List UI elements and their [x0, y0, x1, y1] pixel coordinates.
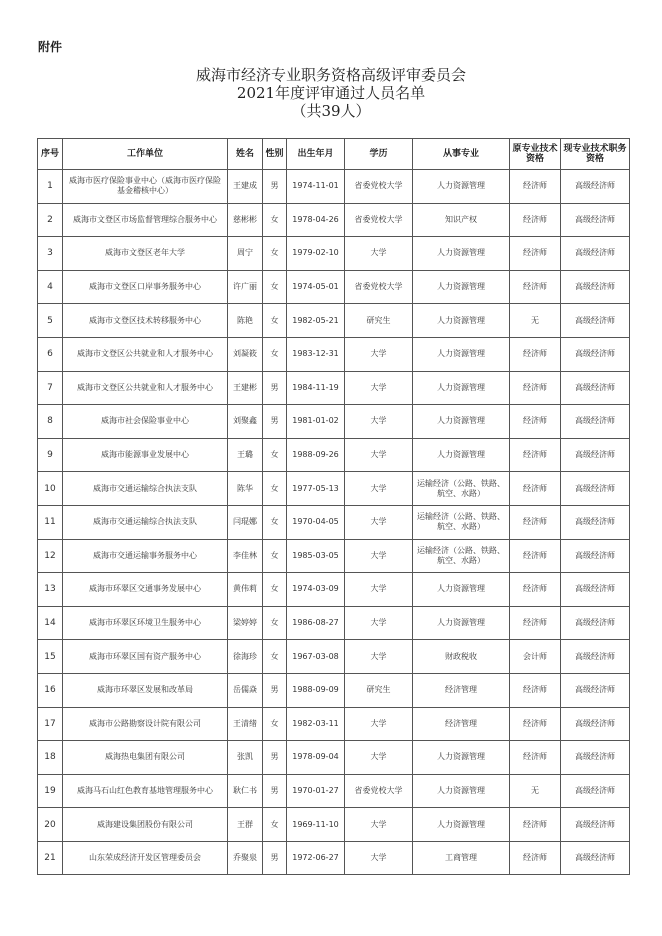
cell-current-qualification: 高级经济师 [561, 371, 630, 405]
cell-gender: 男 [263, 774, 287, 808]
cell-no: 21 [38, 841, 63, 875]
cell-birth: 1970-04-05 [287, 505, 345, 539]
cell-education: 大学 [345, 741, 413, 775]
cell-birth: 1977-05-13 [287, 472, 345, 506]
table-row [38, 371, 630, 405]
cell-original-qualification: 经济师 [510, 371, 561, 405]
cell-no: 12 [38, 539, 63, 573]
cell-major: 人力资源管理 [413, 606, 510, 640]
cell-birth: 1982-03-11 [287, 707, 345, 741]
cell-birth: 1988-09-09 [287, 673, 345, 707]
cell-no: 3 [38, 237, 63, 271]
cell-unit: 威海市能源事业发展中心 [63, 438, 228, 472]
cell-original-qualification: 经济师 [510, 270, 561, 304]
column-header-name: 姓名 [228, 139, 263, 170]
table-row [38, 606, 630, 640]
cell-name: 耿仁书 [228, 774, 263, 808]
cell-no: 19 [38, 774, 63, 808]
cell-current-qualification: 高级经济师 [561, 472, 630, 506]
cell-current-qualification: 高级经济师 [561, 707, 630, 741]
cell-major: 财政税收 [413, 640, 510, 674]
document-title [0, 66, 662, 120]
cell-unit: 威海市环翠区交通事务发展中心 [63, 573, 228, 607]
table-row [38, 640, 630, 674]
cell-major: 经济管理 [413, 673, 510, 707]
column-header-unit: 工作单位 [63, 139, 228, 170]
cell-education: 大学 [345, 606, 413, 640]
cell-gender: 女 [263, 606, 287, 640]
cell-current-qualification: 高级经济师 [561, 505, 630, 539]
cell-gender: 女 [263, 707, 287, 741]
cell-major: 人力资源管理 [413, 808, 510, 842]
cell-name: 岳儒焱 [228, 673, 263, 707]
cell-current-qualification: 高级经济师 [561, 270, 630, 304]
table-header-row [38, 139, 630, 170]
cell-name: 闫琨娜 [228, 505, 263, 539]
cell-major: 人力资源管理 [413, 170, 510, 204]
cell-birth: 1967-03-08 [287, 640, 345, 674]
cell-unit: 威海市公路勘察设计院有限公司 [63, 707, 228, 741]
cell-major: 人力资源管理 [413, 741, 510, 775]
cell-birth: 1978-04-26 [287, 203, 345, 237]
cell-education: 大学 [345, 337, 413, 371]
cell-gender: 男 [263, 405, 287, 439]
cell-major: 人力资源管理 [413, 270, 510, 304]
table-row [38, 741, 630, 775]
cell-education: 研究生 [345, 673, 413, 707]
table-row [38, 237, 630, 271]
cell-original-qualification: 经济师 [510, 673, 561, 707]
cell-original-qualification: 经济师 [510, 472, 561, 506]
cell-education: 大学 [345, 371, 413, 405]
cell-unit: 威海市文登区公共就业和人才服务中心 [63, 371, 228, 405]
cell-gender: 女 [263, 438, 287, 472]
cell-original-qualification: 经济师 [510, 203, 561, 237]
cell-no: 11 [38, 505, 63, 539]
cell-no: 8 [38, 405, 63, 439]
cell-unit: 威海市交通运输综合执法支队 [63, 505, 228, 539]
cell-current-qualification: 高级经济师 [561, 405, 630, 439]
cell-name: 刘凝筱 [228, 337, 263, 371]
cell-current-qualification: 高级经济师 [561, 673, 630, 707]
cell-name: 乔聚泉 [228, 841, 263, 875]
table-row [38, 573, 630, 607]
cell-major: 人力资源管理 [413, 573, 510, 607]
cell-gender: 男 [263, 371, 287, 405]
cell-name: 王建彬 [228, 371, 263, 405]
cell-no: 1 [38, 170, 63, 204]
cell-original-qualification: 经济师 [510, 707, 561, 741]
cell-current-qualification: 高级经济师 [561, 539, 630, 573]
cell-unit: 威海热电集团有限公司 [63, 741, 228, 775]
cell-current-qualification: 高级经济师 [561, 841, 630, 875]
table-row [38, 808, 630, 842]
cell-no: 20 [38, 808, 63, 842]
cell-name: 徐海珍 [228, 640, 263, 674]
cell-birth: 1978-09-04 [287, 741, 345, 775]
cell-gender: 女 [263, 304, 287, 338]
cell-major: 工商管理 [413, 841, 510, 875]
table-row [38, 841, 630, 875]
cell-birth: 1982-05-21 [287, 304, 345, 338]
cell-name: 陈华 [228, 472, 263, 506]
cell-original-qualification: 会计师 [510, 640, 561, 674]
cell-major: 运输经济（公路、铁路、航空、水路） [413, 539, 510, 573]
cell-unit: 威海市环翠区环境卫生服务中心 [63, 606, 228, 640]
cell-education: 省委党校大学 [345, 774, 413, 808]
cell-no: 15 [38, 640, 63, 674]
cell-birth: 1983-12-31 [287, 337, 345, 371]
cell-name: 梁婷婷 [228, 606, 263, 640]
table-row [38, 539, 630, 573]
cell-name: 周宁 [228, 237, 263, 271]
column-header-original-qualification: 原专业技术资格 [510, 139, 561, 170]
cell-unit: 威海市交通运输综合执法支队 [63, 472, 228, 506]
cell-current-qualification: 高级经济师 [561, 741, 630, 775]
table-row [38, 472, 630, 506]
cell-birth: 1974-03-09 [287, 573, 345, 607]
cell-current-qualification: 高级经济师 [561, 203, 630, 237]
cell-education: 大学 [345, 573, 413, 607]
cell-education: 大学 [345, 237, 413, 271]
cell-current-qualification: 高级经济师 [561, 438, 630, 472]
cell-name: 王璐 [228, 438, 263, 472]
cell-original-qualification: 经济师 [510, 170, 561, 204]
cell-unit: 威海市文登区口岸事务服务中心 [63, 270, 228, 304]
cell-gender: 男 [263, 170, 287, 204]
cell-original-qualification: 无 [510, 304, 561, 338]
cell-education: 大学 [345, 841, 413, 875]
cell-no: 9 [38, 438, 63, 472]
cell-original-qualification: 经济师 [510, 841, 561, 875]
cell-education: 省委党校大学 [345, 170, 413, 204]
cell-name: 李佳林 [228, 539, 263, 573]
cell-birth: 1981-01-02 [287, 405, 345, 439]
cell-unit: 威海市文登区老年大学 [63, 237, 228, 271]
cell-no: 14 [38, 606, 63, 640]
cell-gender: 女 [263, 337, 287, 371]
cell-unit: 威海市医疗保险事业中心（威海市医疗保险基金稽核中心） [63, 170, 228, 204]
cell-major: 人力资源管理 [413, 405, 510, 439]
column-header-birth: 出生年月 [287, 139, 345, 170]
table-row [38, 774, 630, 808]
cell-original-qualification: 经济师 [510, 438, 561, 472]
cell-original-qualification: 经济师 [510, 539, 561, 573]
column-header-major: 从事专业 [413, 139, 510, 170]
cell-name: 王清绪 [228, 707, 263, 741]
cell-gender: 女 [263, 270, 287, 304]
table-row [38, 337, 630, 371]
cell-no: 5 [38, 304, 63, 338]
cell-gender: 女 [263, 808, 287, 842]
cell-original-qualification: 经济师 [510, 337, 561, 371]
cell-name: 王群 [228, 808, 263, 842]
cell-education: 省委党校大学 [345, 270, 413, 304]
cell-no: 7 [38, 371, 63, 405]
cell-major: 运输经济（公路、铁路、航空、水路） [413, 472, 510, 506]
cell-original-qualification: 无 [510, 774, 561, 808]
cell-current-qualification: 高级经济师 [561, 237, 630, 271]
table-row [38, 505, 630, 539]
table-row [38, 270, 630, 304]
cell-major: 人力资源管理 [413, 371, 510, 405]
column-header-education: 学历 [345, 139, 413, 170]
cell-birth: 1974-11-01 [287, 170, 345, 204]
cell-unit: 威海市文登区技术转移服务中心 [63, 304, 228, 338]
table-row [38, 304, 630, 338]
cell-major: 知识产权 [413, 203, 510, 237]
cell-birth: 1974-05-01 [287, 270, 345, 304]
cell-no: 16 [38, 673, 63, 707]
title-line-1: 威海市经济专业职务资格高级评审委员会 [195, 66, 466, 84]
cell-name: 许广丽 [228, 270, 263, 304]
cell-education: 大学 [345, 539, 413, 573]
cell-name: 陈艳 [228, 304, 263, 338]
cell-current-qualification: 高级经济师 [561, 774, 630, 808]
cell-education: 大学 [345, 808, 413, 842]
cell-major: 人力资源管理 [413, 337, 510, 371]
cell-unit: 威海建设集团股份有限公司 [63, 808, 228, 842]
cell-birth: 1969-11-10 [287, 808, 345, 842]
cell-original-qualification: 经济师 [510, 405, 561, 439]
cell-unit: 山东荣成经济开发区管理委员会 [63, 841, 228, 875]
cell-education: 大学 [345, 472, 413, 506]
cell-birth: 1979-02-10 [287, 237, 345, 271]
cell-major: 人力资源管理 [413, 438, 510, 472]
table-row [38, 707, 630, 741]
table-row [38, 438, 630, 472]
cell-original-qualification: 经济师 [510, 606, 561, 640]
cell-birth: 1988-09-26 [287, 438, 345, 472]
table-row [38, 405, 630, 439]
title-line-2: 2021年度评审通过人员名单 [236, 84, 426, 102]
cell-no: 17 [38, 707, 63, 741]
cell-no: 2 [38, 203, 63, 237]
cell-gender: 女 [263, 203, 287, 237]
table-row [38, 673, 630, 707]
cell-name: 慈彬彬 [228, 203, 263, 237]
cell-name: 刘聚鑫 [228, 405, 263, 439]
cell-education: 大学 [345, 405, 413, 439]
cell-no: 10 [38, 472, 63, 506]
cell-no: 6 [38, 337, 63, 371]
cell-education: 大学 [345, 707, 413, 741]
cell-birth: 1984-11-19 [287, 371, 345, 405]
cell-gender: 女 [263, 573, 287, 607]
cell-major: 人力资源管理 [413, 304, 510, 338]
cell-birth: 1970-01-27 [287, 774, 345, 808]
cell-original-qualification: 经济师 [510, 741, 561, 775]
table-row [38, 203, 630, 237]
cell-birth: 1972-06-27 [287, 841, 345, 875]
cell-current-qualification: 高级经济师 [561, 304, 630, 338]
cell-unit: 威海市社会保险事业中心 [63, 405, 228, 439]
cell-gender: 女 [263, 472, 287, 506]
cell-unit: 威海市环翠区国有资产服务中心 [63, 640, 228, 674]
table-row [38, 170, 630, 204]
cell-birth: 1986-08-27 [287, 606, 345, 640]
cell-original-qualification: 经济师 [510, 505, 561, 539]
cell-education: 大学 [345, 640, 413, 674]
cell-original-qualification: 经济师 [510, 573, 561, 607]
cell-original-qualification: 经济师 [510, 808, 561, 842]
cell-unit: 威海马石山红色教育基地管理服务中心 [63, 774, 228, 808]
title-line-3: （共39人） [291, 102, 371, 120]
table-body [38, 170, 630, 875]
cell-name: 张凯 [228, 741, 263, 775]
cell-birth: 1985-03-05 [287, 539, 345, 573]
column-header-gender: 性别 [263, 139, 287, 170]
cell-gender: 女 [263, 640, 287, 674]
cell-major: 运输经济（公路、铁路、航空、水路） [413, 505, 510, 539]
cell-unit: 威海市文登区公共就业和人才服务中心 [63, 337, 228, 371]
cell-name: 黄伟莉 [228, 573, 263, 607]
column-header-current-qualification: 现专业技术职务资格 [561, 139, 630, 170]
cell-no: 4 [38, 270, 63, 304]
cell-unit: 威海市交通运输事务服务中心 [63, 539, 228, 573]
cell-gender: 女 [263, 237, 287, 271]
cell-gender: 男 [263, 841, 287, 875]
cell-education: 研究生 [345, 304, 413, 338]
cell-major: 经济管理 [413, 707, 510, 741]
personnel-table [37, 138, 630, 875]
cell-no: 13 [38, 573, 63, 607]
cell-original-qualification: 经济师 [510, 237, 561, 271]
cell-gender: 男 [263, 673, 287, 707]
cell-name: 王建成 [228, 170, 263, 204]
cell-gender: 女 [263, 539, 287, 573]
cell-unit: 威海市文登区市场监督管理综合服务中心 [63, 203, 228, 237]
cell-education: 省委党校大学 [345, 203, 413, 237]
cell-gender: 女 [263, 505, 287, 539]
cell-current-qualification: 高级经济师 [561, 573, 630, 607]
attachment-label: 附件 [38, 40, 63, 54]
cell-major: 人力资源管理 [413, 774, 510, 808]
cell-major: 人力资源管理 [413, 237, 510, 271]
cell-no: 18 [38, 741, 63, 775]
cell-gender: 男 [263, 741, 287, 775]
column-header-no: 序号 [38, 139, 63, 170]
cell-education: 大学 [345, 438, 413, 472]
cell-current-qualification: 高级经济师 [561, 640, 630, 674]
cell-education: 大学 [345, 505, 413, 539]
cell-current-qualification: 高级经济师 [561, 606, 630, 640]
cell-current-qualification: 高级经济师 [561, 337, 630, 371]
cell-current-qualification: 高级经济师 [561, 170, 630, 204]
cell-current-qualification: 高级经济师 [561, 808, 630, 842]
cell-unit: 威海市环翠区发展和改革局 [63, 673, 228, 707]
